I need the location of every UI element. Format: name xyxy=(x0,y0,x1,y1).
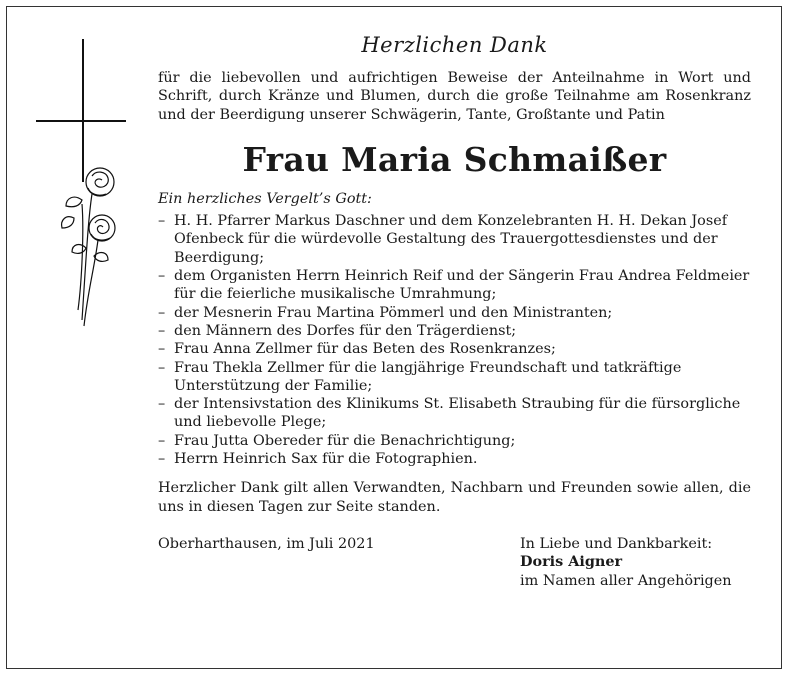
dash: – xyxy=(158,304,166,321)
deceased-name: Frau Maria Schmaißer xyxy=(242,139,667,179)
list-item-text: Frau Thekla Zellmer für die langjährige Freundschaft und tatkräftige Unterstützung der Familie; xyxy=(174,359,682,394)
dash: – xyxy=(158,213,166,230)
closing-text: Herzlicher Dank gilt allen Verwandten, Nachbarn und Freunden sowie allen, die uns in diesen Tagen zur Seite standen. xyxy=(158,480,751,515)
cross-icon-horizontal xyxy=(36,120,126,122)
dash: – xyxy=(158,396,166,413)
dash: – xyxy=(158,432,166,449)
dash: – xyxy=(158,359,166,376)
obituary-content xyxy=(158,32,751,605)
list-item xyxy=(158,304,751,322)
list-item xyxy=(158,322,751,340)
dash: – xyxy=(158,341,166,358)
list-item xyxy=(158,432,751,450)
list-item-text: Frau Anna Zellmer für das Beten des Rosenkranzes; xyxy=(174,341,556,358)
intro-text: für die liebevollen und aufrichtigen Beweise der Anteilnahme in Wort und Schrift, durch Kränze und Blumen, durch die große Teilnahme am Rosenkranz und der Beerdigung unserer Schwägerin, Tante, Großtante und Patin xyxy=(158,70,751,123)
roses-icon xyxy=(52,160,132,330)
list-item xyxy=(158,450,751,468)
list-item xyxy=(158,267,751,304)
list-item-text: den Männern des Dorfes für den Trägerdienst; xyxy=(174,322,517,339)
dash: – xyxy=(158,322,166,339)
list-item xyxy=(158,395,751,432)
list-item-text: Frau Jutta Obereder für die Benachrichtigung; xyxy=(174,432,516,449)
signature-block xyxy=(520,535,732,590)
vergelt-text: Ein herzliches Vergelt’s Gott: xyxy=(158,190,372,207)
list-item-text: der Mesnerin Frau Martina Pömmerl und den Ministranten; xyxy=(174,304,613,321)
list-item-text: H. H. Pfarrer Markus Daschner und dem Konzelebranten H. H. Dekan Josef Ofenbeck für die würdevolle Gestaltung des Trauergottesdienstes und der Beerdigung; xyxy=(174,213,728,266)
footer xyxy=(158,535,751,605)
dash: – xyxy=(158,268,166,285)
list-item-text: der Intensivstation des Klinikums St. Elisabeth Straubing für die fürsorgliche und liebevolle Plege; xyxy=(174,396,741,431)
sign-outro: im Namen aller Angehörigen xyxy=(520,572,732,589)
list-item xyxy=(158,212,751,267)
list-item-text: dem Organisten Herrn Heinrich Reif und der Sängerin Frau Andrea Feldmeier für die feierliche musikalische Umrahmung; xyxy=(174,268,750,303)
dash: – xyxy=(158,451,166,468)
signer-name: Doris Aigner xyxy=(520,553,623,571)
thanks-list xyxy=(158,212,751,468)
heading: Herzlichen Dank xyxy=(361,33,548,57)
sign-intro: In Liebe und Dankbarkeit: xyxy=(520,535,713,552)
list-item xyxy=(158,340,751,358)
place-date: Oberharthausen, im Juli 2021 xyxy=(158,535,375,552)
list-item-text: Herrn Heinrich Sax für die Fotographien. xyxy=(174,451,478,468)
list-item xyxy=(158,359,751,396)
